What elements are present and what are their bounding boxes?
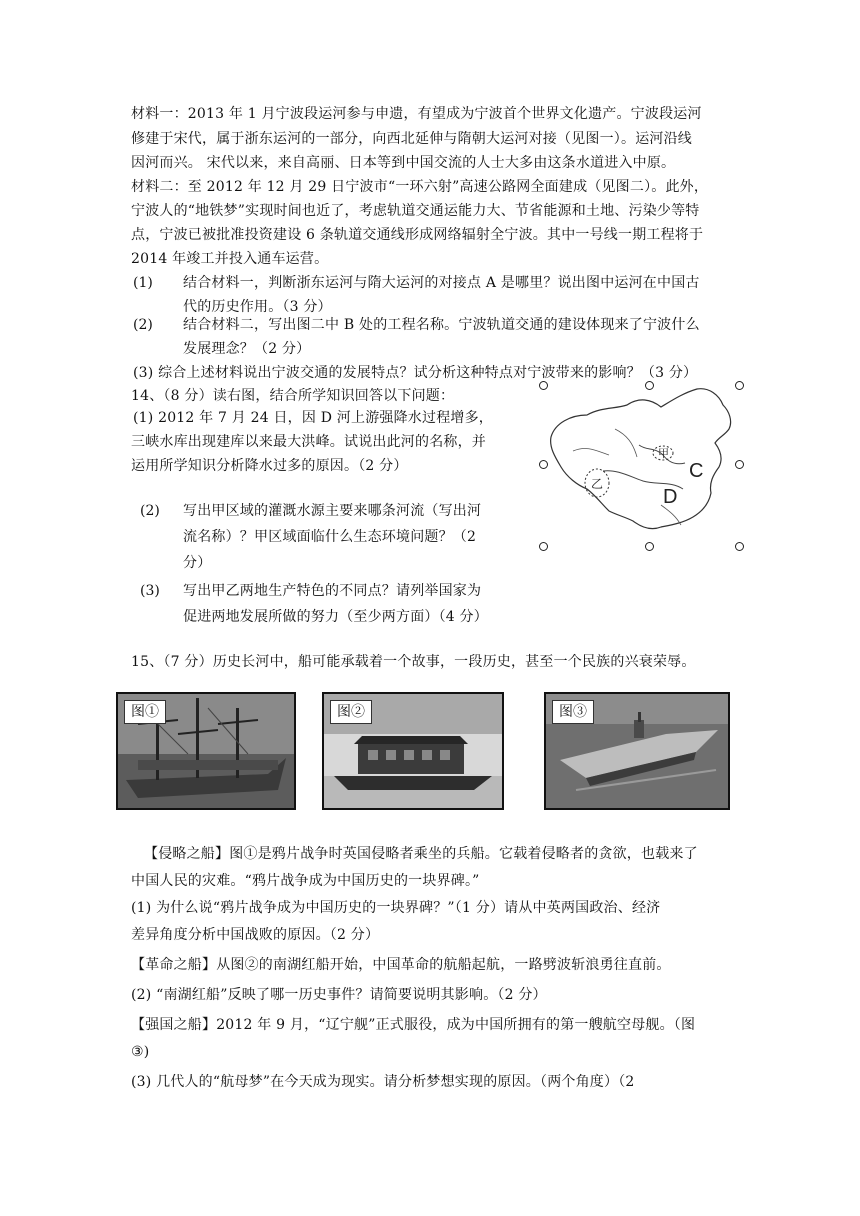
q14-p1-line-2: 三峡水库出现建库以来最大洪峰。试说出此河的名称，并 [131,434,486,450]
figure-1-label: 图① [124,700,166,724]
china-map-outline [543,385,739,548]
strong-nation-ship-line-2: ③) [131,1044,150,1060]
material1-line-2: 修建于宋代，属于浙东运河的一部分，向西北延伸与隋朝大运河对接（见图一）。运河沿线 [131,131,692,147]
q13-p2-number: (2) [133,317,153,333]
q15-q3: (3) 几代人的“航母梦”在今天成为现实。请分析梦想实现的原因。（两个角度）（2 [131,1074,635,1090]
map-label-yi: 乙 [591,477,604,491]
q15-q2: (2) “南湖红船”反映了哪一历史事件？请简要说明其影响。（2 分） [131,987,547,1003]
strong-nation-ship-line-1: 【强国之船】2012 年 9 月，“辽宁舰”正式服役，成为中国所拥有的第一艘航空母舰。（图 [131,1017,696,1033]
q14-p2-line-2: 流名称）？甲区域面临什么生态环境问题？（2 [183,529,477,545]
q14-p2-line-1: 写出甲区域的灌溉水源主要来哪条河流（写出河 [183,503,482,519]
q13-p2-line-2: 发展理念？（2 分） [183,341,311,357]
region-line-1 [573,448,609,455]
map-label-jia: 甲 [658,447,669,460]
figure-1-warship-photo [116,692,296,810]
q14-p2-number: (2) [140,503,160,519]
selection-handle[interactable] [539,542,548,551]
figure-2-label: 图② [330,700,372,724]
selection-handle[interactable] [645,542,654,551]
region-line-2 [615,429,637,457]
material2-line-3: 点，宁波已被批准投资建设 6 条轨道交通线形成网络辐射全宁波。其中一号线一期工程将于 [131,227,704,243]
q14-p1-line-1: (1) 2012 年 7 月 24 日，因 D 河上游强降水过程增多， [133,410,494,426]
figure-3-label: 图③ [552,700,594,724]
selection-handle[interactable] [645,381,654,390]
q13-p3: (3) 综合上述材料说出宁波交通的发展特点？试分析这种特点对宁波带来的影响？（3 分） [133,365,698,381]
q15-q1-line-1: (1) 为什么说“鸦片战争成为中国历史的一块界碑？”（1 分）请从中英两国政治、经济 [131,900,661,916]
figure-3-carrier-photo [544,692,730,810]
q15-q1-line-2: 差异角度分析中国战败的原因。（2 分） [131,927,380,943]
invasion-ship-line-1: 【侵略之船】图①是鸦片战争时英国侵略者乘坐的兵船。它载着侵略者的贪欲，也载来了 [144,846,698,862]
map-label-d: D [663,486,678,508]
material2-line-2: 宁波人的“地铁梦”实现时间也近了，考虑轨道交通运能力大、节省能源和土地、污染少等特 [131,203,700,219]
q13-p1-line-1: 结合材料一，判断浙东运河与隋大运河的对接点 A 是哪里？说出图中运河在中国古 [183,275,700,291]
selection-handle[interactable] [539,381,548,390]
q14-p2-line-3: 分） [183,555,212,571]
material1-line-1: 材料一：2013 年 1 月宁波段运河参与申遗，有望成为宁波首个世界文化遗产。宁波段运河 [131,106,702,122]
material2-line-4: 2014 年竣工并投入通车运营。 [131,251,329,267]
selection-handle[interactable] [539,460,548,469]
figure-2-red-boat-photo [322,692,504,810]
country-outline [551,389,731,529]
invasion-ship-line-2: 中国人民的灾难。“鸦片战争成为中国历史的一块界碑。” [131,873,480,889]
china-map-figure [543,385,739,548]
q13-p1-number: (1) [133,275,153,291]
selection-handle[interactable] [735,542,744,551]
revolution-ship: 【革命之船】从图②的南湖红船开始，中国革命的航船起航，一路劈波斩浪勇往直前。 [131,957,671,973]
map-label-c: C [689,460,704,482]
q13-p1-line-2: 代的历史作用。（3 分） [183,299,332,315]
q14-p3-line-2: 促进两地发展所做的努力（至少两方面）（4 分） [183,609,488,625]
selection-handle[interactable] [735,381,744,390]
q14-p1-line-3: 运用所学知识分析降水过多的原因。（2 分） [131,458,408,474]
q14-p3-line-1: 写出甲乙两地生产特色的不同点？请列举国家为 [183,583,482,599]
q14-header: 14、（8 分）读右图，结合所学知识回答以下问题： [131,388,455,404]
region-line-3 [661,505,681,525]
q15-header: 15、（7 分）历史长河中，船可能承载着一个故事，一段历史，甚至一个民族的兴衰荣辱。 [131,654,696,670]
selection-handle[interactable] [735,460,744,469]
q13-p2-line-1: 结合材料二，写出图二中 B 处的工程名称。宁波轨道交通的建设体现来了宁波什么 [183,317,700,333]
material2-line-1: 材料二：至 2012 年 12 月 29 日宁波市“一环六射”高速公路网全面建成（见图二）。此外， [131,179,709,195]
q14-p3-number: (3) [140,583,160,599]
material1-line-3: 因河而兴。 宋代以来，来自高丽、日本等到中国交流的人士大多由这条水道进入中原。 [131,155,676,171]
